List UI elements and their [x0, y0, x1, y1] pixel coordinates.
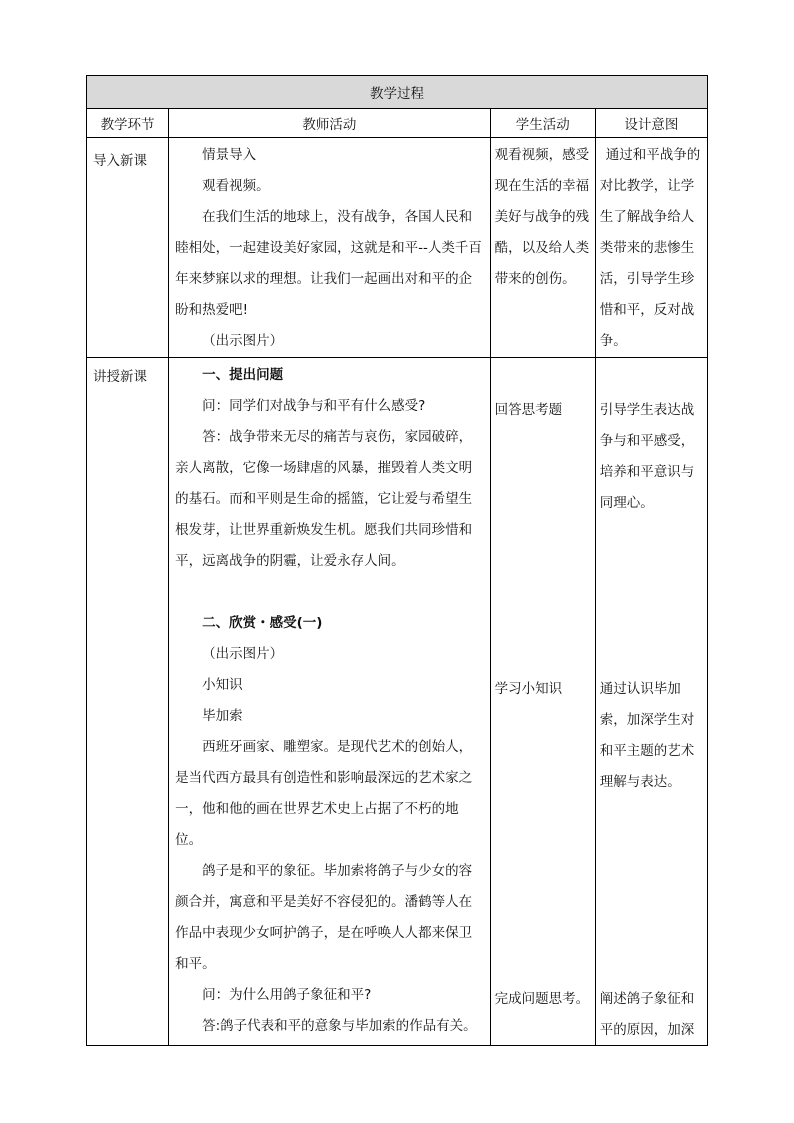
design-intent-text: 通过认识毕加索，加深学生对和平主题的艺术理解与表达。 — [599, 681, 695, 790]
teacher-paragraph: （出示图片） — [202, 333, 284, 349]
design-intent-text: 引导学生表达战争与和平感受，培养和平意识与同理心。 — [599, 402, 695, 511]
teacher-paragraph: 答:鸽子代表和平的意象与毕加索的作品有关。 — [202, 1018, 477, 1034]
teacher-paragraph: （出示图片） — [202, 646, 284, 662]
teacher-paragraph: 答：战争带来无尽的痛苦与哀伤，家园破碎，亲人离散，它像一场肆虐的风暴，摧毁着人类文明的基石。而和平则是生命的摇篮，它让爱与希望生根发芽，让世界重新焕发生机。愿我们共同珍惜和平，远离战争的阴霾，让爱永存人间。 — [175, 429, 473, 569]
student-activity-text: 回答思考题 — [494, 402, 563, 418]
column-header-intent: 设计意图 — [595, 109, 707, 138]
section-heading: 一、提出问题 — [202, 367, 284, 383]
section-heading: 二、欣赏・感受(一) — [202, 615, 323, 631]
student-activity-text: 学习小知识 — [494, 681, 563, 697]
stage-cell — [87, 138, 169, 358]
teacher-paragraph: 情景导入 — [202, 147, 257, 163]
teacher-paragraph: 毕加索 — [202, 708, 243, 724]
design-intent-text: 通过和平战争的对比教学，让学生了解战争给人类带来的悲惨生活，引导学生珍惜和平，反对战争。 — [599, 147, 701, 349]
table-title: 教学过程 — [87, 76, 708, 109]
design-intent-text: 阐述鸽子象征和平的原因，加深 — [599, 991, 695, 1038]
design-intent-cell — [595, 358, 707, 1046]
teacher-paragraph: 观看视频。 — [202, 178, 270, 194]
teacher-paragraph: 小知识 — [202, 677, 243, 693]
teacher-activity-cell — [169, 138, 491, 358]
teacher-activity-cell — [169, 358, 491, 1046]
student-activity-text: 完成问题思考。 — [494, 991, 590, 1007]
stage-label: 讲授新课 — [93, 369, 147, 385]
student-activity-text: 观看视频，感受现在生活的幸福美好与战争的残酷，以及给人类带来的创伤。 — [494, 147, 590, 287]
column-header-stage: 教学环节 — [87, 109, 169, 138]
teaching-process-table — [86, 75, 708, 1046]
stage-label: 导入新课 — [93, 153, 147, 169]
column-header-student: 学生活动 — [490, 109, 595, 138]
teacher-paragraph: 西班牙画家、雕塑家。是现代艺术的创始人，是当代西方最具有创造性和影响最深远的艺术家之一，他和他的画在世界艺术史上占据了不朽的地位。 — [175, 739, 473, 848]
column-header-teacher: 教师活动 — [169, 109, 491, 138]
student-activity-cell — [490, 138, 595, 358]
table-row — [87, 138, 708, 358]
stage-cell — [87, 358, 169, 1046]
student-activity-cell — [490, 358, 595, 1046]
teacher-paragraph: 鸽子是和平的象征。毕加索将鸽子与少女的容颜合并，寓意和平是美好不容侵犯的。潘鹤等人在作品中表现少女呵护鸽子，是在呼唤人人都来保卫和平。 — [175, 863, 473, 972]
design-intent-cell — [595, 138, 707, 358]
table-row — [87, 358, 708, 1046]
teacher-paragraph: 问：同学们对战争与和平有什么感受? — [202, 398, 426, 414]
teacher-paragraph: 在我们生活的地球上，没有战争，各国人民和睦相处，一起建设美好家园，这就是和平--人类千百年来梦寐以求的理想。让我们一起画出对和平的企盼和热爱吧! — [175, 209, 482, 318]
teacher-paragraph: 问：为什么用鸽子象征和平? — [202, 987, 372, 1003]
